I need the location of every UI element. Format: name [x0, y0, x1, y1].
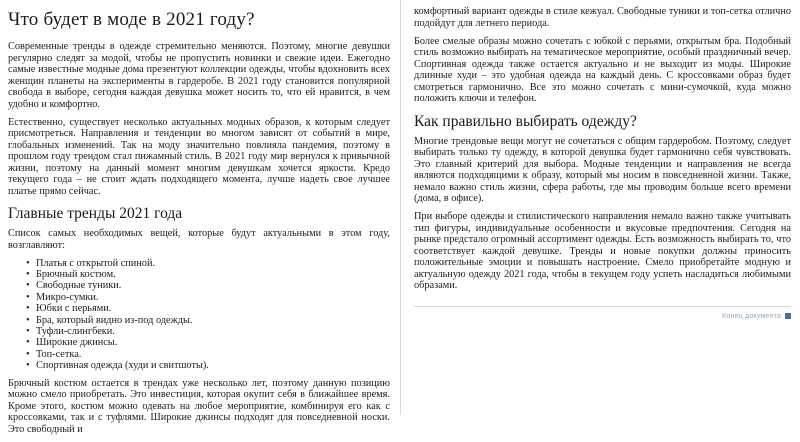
- end-of-document-label: Конец документа: [722, 312, 781, 320]
- section-heading-trends: Главные тренды 2021 года: [8, 205, 183, 222]
- paragraph-continuation: комфортный вариант одежды в стиле кежуал. Свободные туники и топ-сетка отлично подойдут для летнего периода.: [414, 6, 791, 29]
- section-heading-choose: Как правильно выбирать одежду?: [414, 112, 637, 130]
- end-of-document-marker: [414, 313, 791, 320]
- trend-list: [8, 258, 390, 372]
- list-item: • Туфли-слингбеки.: [36, 326, 390, 337]
- list-item: • Юбки с перьями.: [36, 303, 390, 314]
- list-item: • Платья с открытой спиной.: [36, 258, 390, 269]
- list-item: • Брючный костюм.: [36, 269, 390, 280]
- list-intro: Список самых необходимых вещей, которые будут актуальными в этом году, возглавляют:: [8, 228, 390, 251]
- end-of-document-divider: [414, 306, 791, 307]
- paragraph: При выборе одежды и стилистического направления немало важно также учитывать тип фигуры, индивидуальные особенности и вкусовые предпочтения. Сегодня на рынке предстало огромный ассортимент одежды. Есть возможность выбирать то, что соответствует каждой девушке. Тренды и новые покупки должны приносить положительные эмоции и повышать настроение. Смело приобретайте модную и актуальную одежду 2021 года, чтобы в текущем году успеть насладиться любимыми образами.: [414, 211, 791, 291]
- paragraph: Естественно, существует несколько актуальных модных образов, к которым следует присмотреться. Направления и тенденции во многом зависят от событий в мире, глобальных изменений. Так на моду значительно повлияла пандемия, поэтому в прошлом году трендом стал пижамный стиль. В 2021 году мир вернулся к привычной жизни, поэтому на данный момент многим девушкам хочется яркости. Кредо текущего года – не стоит ждать подходящего момента, лучше надеть свое лучшее платье прямо сейчас.: [8, 116, 390, 197]
- end-of-document-icon: [785, 313, 791, 319]
- paragraph: Многие трендовые вещи могут не сочетаться с общим гардеробом. Поэтому, следует выбирать только ту одежду, в которой девушка будет гармонично себя чувствовать. Это главный критерий для выбора. Модные тенденции и направления не всегда являются подходящими к образу, который мы носим в повседневной жизни. Также, немало важно стиль жизни, сфера работы, где мы проводим больше всего времени (дома, в офисе).: [414, 135, 791, 204]
- page-separator-line: [400, 0, 401, 415]
- paragraph: Брючный костюм остается в трендах уже несколько лет, поэтому данную позицию можно смело приобретать. Это инвестиция, которая окупит себя в ближайшее время. Кроме этого, костюм можно одевать на любое мероприятие, комбинируя его как с кроссовками, так и с туфлями. Широкие джинсы подходят для повседневной носки. Это свободный и: [8, 377, 390, 435]
- list-item: • Широкие джинсы.: [36, 337, 390, 348]
- list-item: • Микро-сумки.: [36, 292, 390, 303]
- paragraph: Современные тренды в одежде стремительно меняются. Поэтому, многие девушки регулярно следят за модой, чтобы не пропустить новинки и свежие идеи. Ежегодно самые известные модные дома презентуют коллекции одежды, чтобы вдохновить всех женщин планеты на эксперименты в гардеробе. В 2021 году становится популярной свобода в выборе, сегодня каждая девушка может носить то, что ей нравится, в чем удобно и комфортно.: [8, 41, 390, 110]
- list-item: • Спортивная одежда (худи и свитшоты).: [36, 360, 390, 371]
- list-item: • Топ-сетка.: [36, 349, 390, 360]
- document-title: Что будет в моде в 2021 году?: [8, 9, 255, 30]
- page-2: [414, 6, 791, 320]
- page-1: [8, 6, 390, 442]
- paragraph: Более смелые образы можно сочетать с юбкой с перьями, открытым бра. Подобный стиль возможно выбирать на тематическое мероприятие, особый праздничный вечер. Спортивная одежда также остается актуально и не выходит из моды. Широкие длинные худи – это удобная одежда на каждый день. С кроссовками образ будет смотреться гармонично. Все это можно сочетать с мини-сумочкой, куда можно положить ключи и телефон.: [414, 35, 791, 104]
- list-item: • Свободные туники.: [36, 280, 390, 291]
- list-item: • Бра, который видно из-под одежды.: [36, 315, 390, 326]
